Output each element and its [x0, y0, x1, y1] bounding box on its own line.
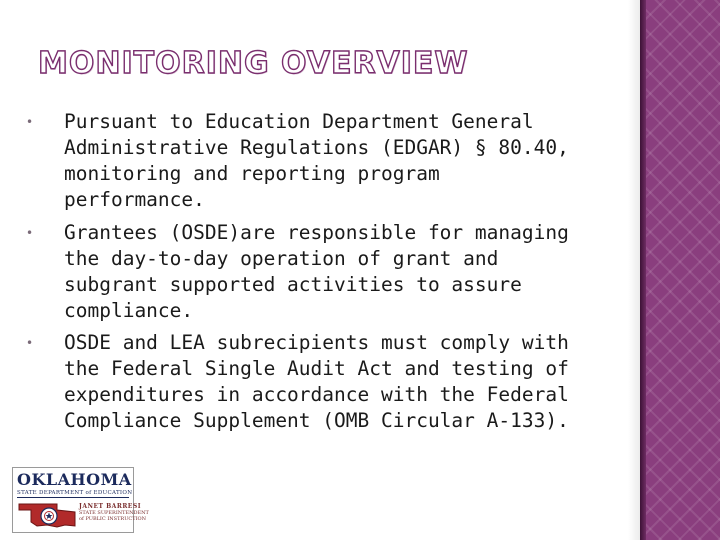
oklahoma-education-logo — [12, 467, 149, 533]
decorative-side-band — [640, 0, 720, 540]
bullet-text: Grantees (OSDE)are responsible for managing the day-to-day operation of grant and subgrant supported activities to assure compliance. — [64, 221, 569, 322]
bullet-dot-icon: • — [26, 115, 34, 129]
slide-title: MONITORING OVERVIEW — [38, 46, 469, 81]
bullet-item — [26, 220, 586, 324]
logo-subtitle: STATE DEPARTMENT of EDUCATION — [17, 490, 133, 496]
bullet-item — [26, 109, 586, 213]
bullet-text: OSDE and LEA subrecipients must comply with the Federal Single Audit Act and testing of expenditures in accordance with the Federal Compliance Supplement (OMB Circular A-133). — [64, 331, 569, 432]
side-band-shadow — [628, 0, 640, 540]
bullet-text: Pursuant to Education Department General Administrative Regulations (EDGAR) § 80.40, monitoring and reporting program performance. — [64, 110, 569, 211]
logo-brand: OKLAHOMA — [17, 470, 132, 489]
bullet-dot-icon: • — [26, 226, 34, 240]
bullet-dot-icon: • — [26, 336, 34, 350]
oklahoma-state-outline-icon — [17, 500, 77, 528]
bullet-item — [26, 330, 586, 434]
signature-line: STATE SUPERINTENDENT — [79, 510, 149, 516]
signature-line: of PUBLIC INSTRUCTION — [79, 516, 147, 522]
logo-signature — [79, 504, 149, 522]
side-band-edge — [640, 0, 646, 540]
signature-name: JANET BARRESI — [79, 503, 142, 510]
